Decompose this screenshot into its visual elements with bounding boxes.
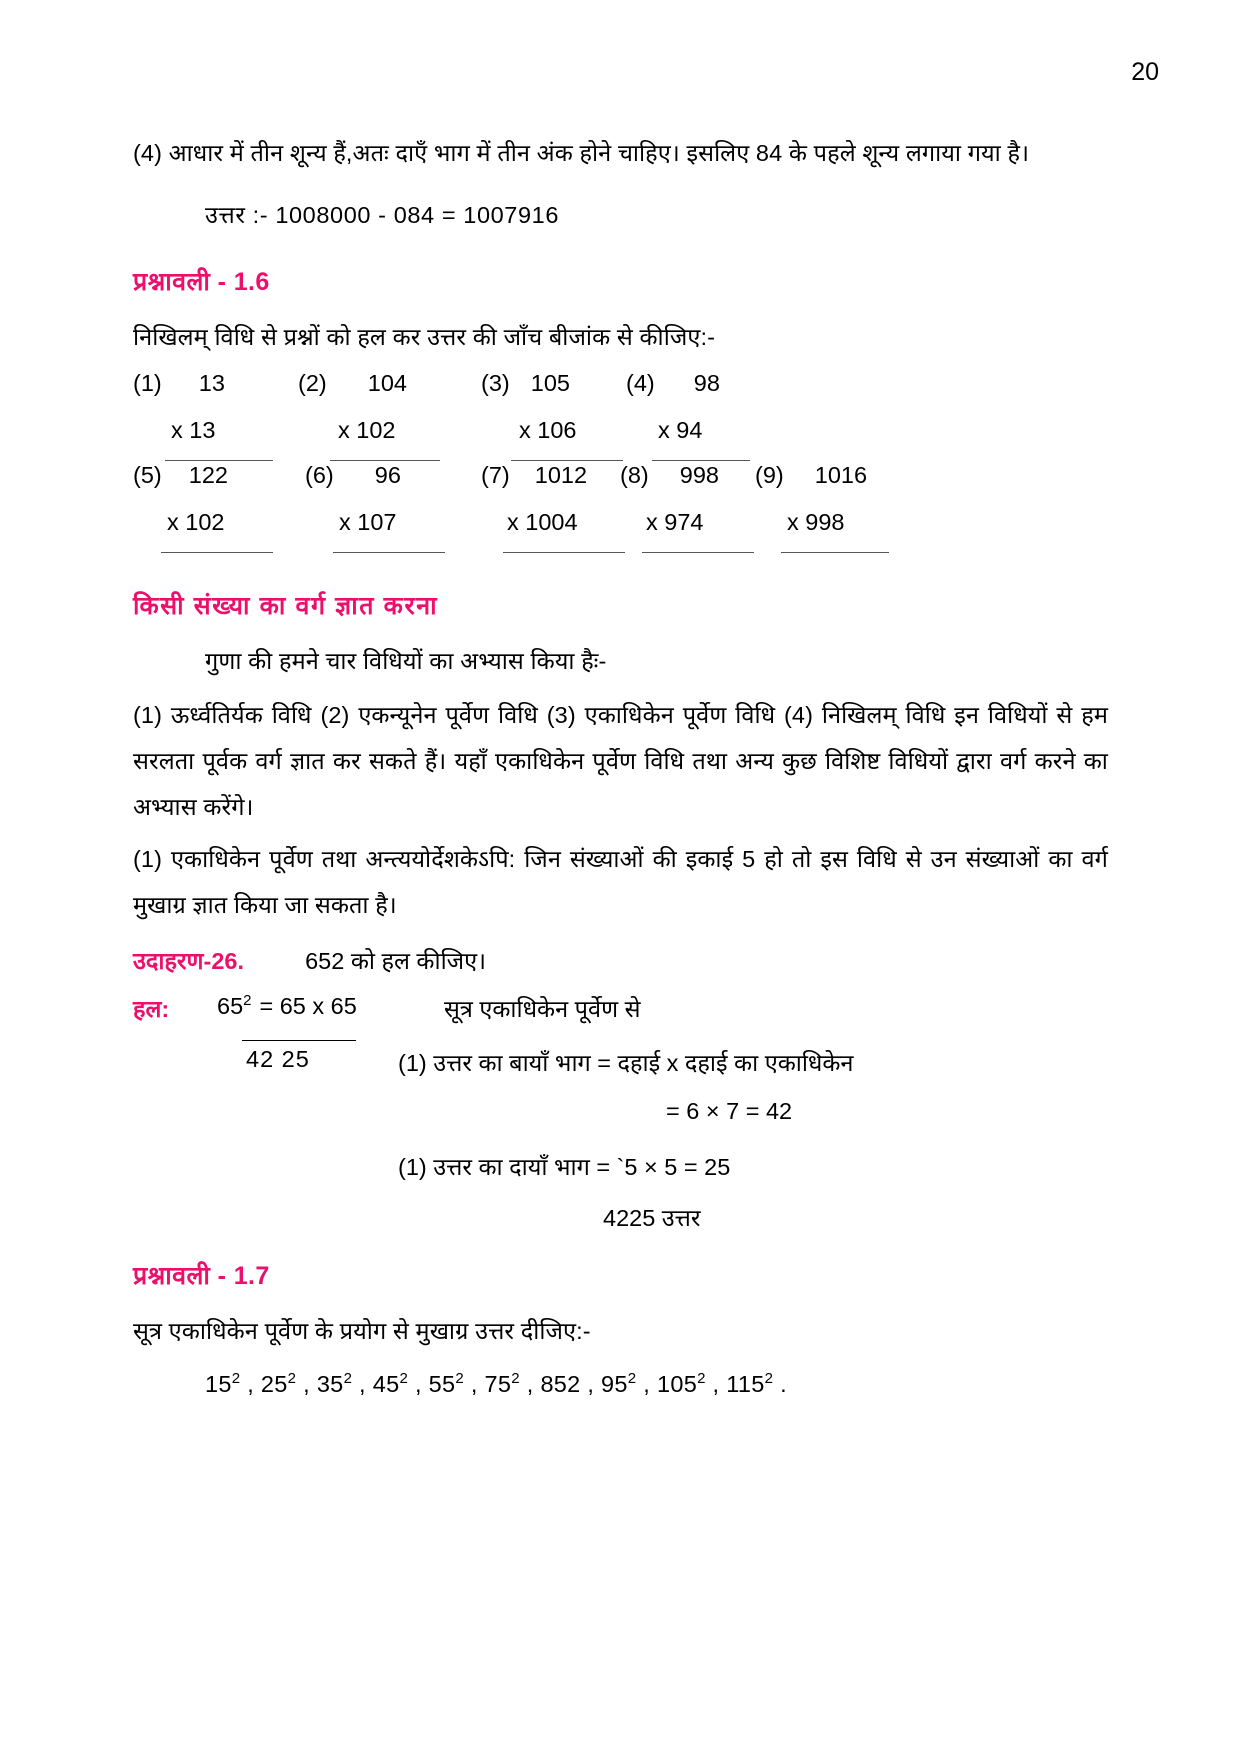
solution-expression <box>217 992 357 1020</box>
item-base: 55 <box>428 1370 456 1397</box>
problem-2-multiplier: x 102 <box>338 417 396 443</box>
problem-9-multiplicand: 1016 <box>814 462 868 488</box>
intro-answer-line: उत्तर :- 1008000 - 084 = 1007916 <box>205 202 559 228</box>
item-base: 95 <box>601 1370 628 1397</box>
problem-4-multiplicand: 98 <box>693 370 720 396</box>
solution-final-answer: 4225 उत्तर <box>603 1205 701 1231</box>
solution-result-rule <box>242 1040 356 1041</box>
problem-4-head <box>626 370 720 397</box>
item-sep: . <box>773 1370 787 1397</box>
exercise-1-7-items <box>133 1370 1108 1398</box>
page-number: 20 <box>1131 58 1159 86</box>
list-item <box>601 1371 657 1397</box>
solution-step-1-calc: = 6 × 7 = 42 <box>666 1098 793 1124</box>
item-base: 852 <box>540 1370 581 1397</box>
exercise-1-7-heading: प्रश्नावली - 1.7 <box>133 1262 270 1290</box>
item-sep: , <box>352 1370 373 1397</box>
page-content <box>133 130 1108 1398</box>
item-sep: , <box>464 1370 485 1397</box>
solution-label: हल: <box>133 996 170 1022</box>
solution-expr-sup: 2 <box>243 992 252 1009</box>
problem-7-rule <box>503 552 625 553</box>
example-statement: 652 को हल कीजिए। <box>305 948 486 974</box>
list-item <box>726 1371 787 1397</box>
problem-9-multiplier: x 998 <box>787 509 845 535</box>
item-sup: 2 <box>627 1370 637 1387</box>
problem-4-label: (4) <box>626 370 655 396</box>
item-sup: 2 <box>455 1370 465 1387</box>
problem-1-label: (1) <box>133 370 162 396</box>
square-section-method1: (1) एकाधिकेन पूर्वेण तथा अन्त्ययोर्देशकेऽपि: जिन संख्याओं की इकाई 5 हो तो इस विधि से उन संख्याओं का वर्ग मुखाग्र ज्ञात किया जा सकता है। <box>133 846 1108 918</box>
exercise-1-7-instruction: सूत्र एकाधिकेन पूर्वेण के प्रयोग से मुखाग्र उत्तर दीजिए:- <box>133 1318 591 1344</box>
item-sep: , <box>636 1370 657 1397</box>
intro-point-4: (4) आधार में तीन शून्य हैं,अतः दाएँ भाग में तीन अंक होने चाहिए। इसलिए 84 के पहले शून्य लगाया गया है। <box>133 140 1030 166</box>
problem-7-multiplier: x 1004 <box>507 509 578 535</box>
item-base: 105 <box>656 1370 698 1397</box>
problem-8-multiplicand: 998 <box>679 462 720 488</box>
problem-5-rule <box>161 552 273 553</box>
item-base: 45 <box>372 1370 400 1397</box>
problem-2-rule <box>330 460 440 461</box>
item-sup: 2 <box>343 1370 353 1387</box>
list-item <box>317 1371 373 1397</box>
problem-3-multiplicand: 105 <box>530 370 571 396</box>
problem-7-head <box>481 462 587 489</box>
problem-3-rule <box>511 460 623 461</box>
item-sep: , <box>705 1370 727 1397</box>
example-statement-row <box>133 938 1108 984</box>
list-item <box>540 1371 601 1397</box>
problem-5-head <box>133 462 228 489</box>
item-base: 115 <box>726 1370 765 1397</box>
problem-8-multiplier: x 974 <box>646 509 704 535</box>
list-item <box>485 1371 541 1397</box>
problem-6-multiplicand: 96 <box>374 462 401 488</box>
problem-1-multiplicand: 13 <box>198 370 225 396</box>
problem-3-multiplier: x 106 <box>519 417 577 443</box>
problem-9-head <box>755 462 867 489</box>
item-sep: , <box>519 1370 541 1397</box>
problem-2-multiplicand: 104 <box>367 370 408 396</box>
item-sup: 2 <box>764 1370 774 1387</box>
square-section-lead: गुणा की हमने चार विधियों का अभ्यास किया हैः- <box>205 648 607 674</box>
solution-sutra: सूत्र एकाधिकेन पूर्वेण से <box>444 996 641 1022</box>
list-item <box>373 1371 429 1397</box>
problem-5-multiplier: x 102 <box>167 509 225 535</box>
item-sep: , <box>408 1370 429 1397</box>
problem-2-label: (2) <box>298 370 327 396</box>
item-base: 15 <box>205 1370 232 1397</box>
problem-8-head <box>620 462 719 489</box>
example-label: उदाहरण-26. <box>133 948 245 974</box>
problem-7-label: (7) <box>481 462 510 488</box>
problem-5-label: (5) <box>133 462 162 488</box>
list-item <box>429 1371 485 1397</box>
problem-3-label: (3) <box>481 370 510 396</box>
example-solution-area <box>133 988 1108 1238</box>
problem-6-rule <box>333 552 445 553</box>
problem-8-label: (8) <box>620 462 649 488</box>
list-item <box>657 1371 726 1397</box>
problem-4-multiplier: x 94 <box>658 417 703 443</box>
exercise-1-6-row-2 <box>133 462 1108 562</box>
solution-expr-base: 65 <box>217 992 244 1019</box>
solution-result-parts: 42 25 <box>246 1046 310 1072</box>
solution-step-1: (1) उत्तर का बायाँ भाग = दहाई x दहाई का एकाधिकेन <box>398 1050 854 1076</box>
item-sep: , <box>580 1370 602 1397</box>
problem-6-head <box>305 462 401 489</box>
square-section-methods: (1) ऊर्ध्वतिर्यक विधि (2) एकन्यूनेन पूर्वेण विधि (3) एकाधिकेन पूर्वेण विधि (4) निखिलम् विधि इन विधियों से हम सरलता पूर्वक वर्ग ज्ञात कर सकते हैं। यहाँ एकाधिकेन पूर्वेण विधि तथा अन्य कुछ विशिष्ट विधियों द्वारा वर्ग करने का अभ्यास करेंगे। <box>133 702 1108 820</box>
problem-6-label: (6) <box>305 462 334 488</box>
list-item <box>261 1371 317 1397</box>
problem-6-multiplier: x 107 <box>339 509 397 535</box>
item-base: 35 <box>316 1370 344 1397</box>
solution-expr-rest: = 65 x 65 <box>259 992 357 1019</box>
exercise-1-6-heading: प्रश्नावली - 1.6 <box>133 268 270 296</box>
problem-1-head <box>133 370 225 397</box>
problem-1-rule <box>165 460 273 461</box>
item-base: 25 <box>260 1370 288 1397</box>
item-base: 75 <box>484 1370 512 1397</box>
list-item <box>205 1371 261 1397</box>
problem-7-multiplicand: 1012 <box>534 462 588 488</box>
item-sup: 2 <box>697 1370 706 1387</box>
problem-2-head <box>298 370 407 397</box>
problem-5-multiplicand: 122 <box>188 462 229 488</box>
problem-9-label: (9) <box>755 462 784 488</box>
problem-8-rule <box>642 552 754 553</box>
problem-1-multiplier: x 13 <box>171 417 216 443</box>
item-sep: , <box>296 1370 317 1397</box>
item-sup: 2 <box>399 1370 409 1387</box>
square-section-heading: किसी संख्या का वर्ग ज्ञात करना <box>133 592 439 620</box>
exercise-1-6-instruction: निखिलम् विधि से प्रश्नों को हल कर उत्तर की जाँच बीजांक से कीजिए:- <box>133 324 716 350</box>
item-sup: 2 <box>231 1370 241 1387</box>
problem-4-rule <box>652 460 750 461</box>
exercise-1-6-row-1 <box>133 370 1108 470</box>
item-sup: 2 <box>511 1370 520 1387</box>
problem-3-head <box>481 370 570 397</box>
problem-9-rule <box>781 552 889 553</box>
item-sup: 2 <box>287 1370 297 1387</box>
item-sep: , <box>240 1370 261 1397</box>
solution-step-2: (1) उत्तर का दायाँ भाग = `5 × 5 = 25 <box>398 1154 731 1180</box>
